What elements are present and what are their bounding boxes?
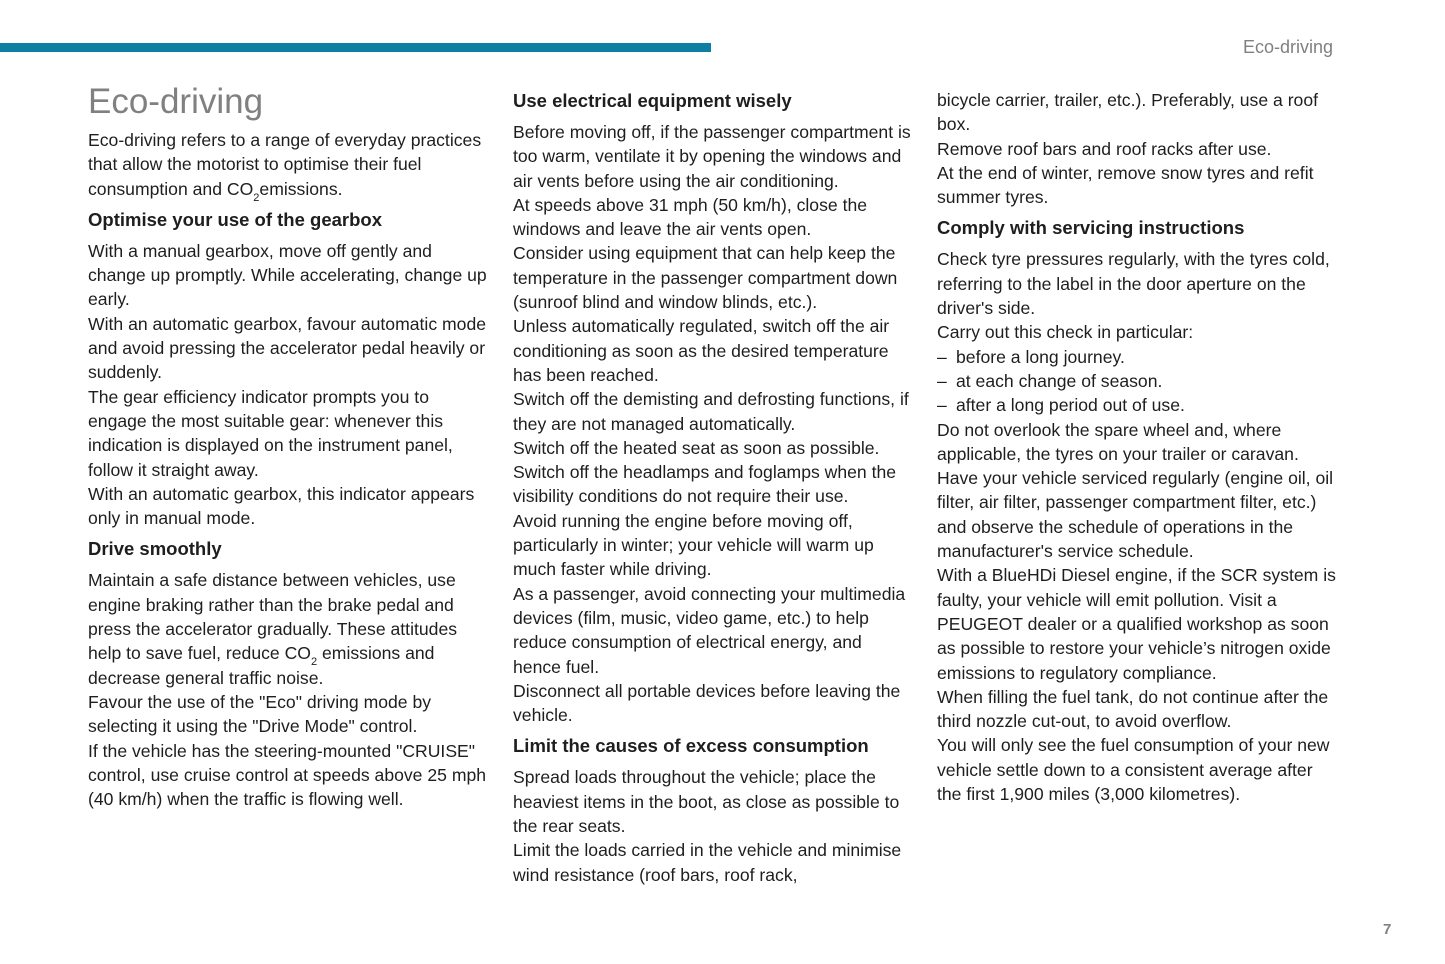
paragraph: Unless automatically regulated, switch off the air conditioning as soon as the desired temperature has been reached.: [513, 316, 890, 385]
paragraph: At speeds above 31 mph (50 km/h), close the windows and leave the air vents open.: [513, 194, 868, 240]
paragraph: With an automatic gearbox, favour automatic mode and avoid pressing the accelerator pedal heavily or suddenly.: [88, 313, 487, 383]
list-item-text: after a long period out of use.: [956, 395, 1185, 416]
paragraph: With an automatic gearbox, this indicator appears only in manual mode.: [88, 483, 475, 529]
paragraph: Before moving off, if the passenger compartment is too warm, ventilate it by opening the windows and air vents before using the air conditioning.: [513, 122, 911, 191]
page-title: Eco-driving: [88, 82, 264, 121]
list-item-text: before a long journey.: [956, 346, 1125, 367]
dash-bullet-icon: –: [937, 395, 947, 416]
paragraph: Check tyre pressures regularly, with the tyres cold, referring to the label in the door aperture on the driver's side.: [937, 249, 1330, 319]
paragraph: With a manual gearbox, move off gently and change up promptly. While accelerating, change up early.: [88, 240, 487, 310]
paragraph: Avoid running the engine before moving off, particularly in winter; your vehicle will warm up much faster while driving.: [513, 510, 874, 580]
paragraph: Do not overlook the spare wheel and, where applicable, the tyres on your trailer or caravan.: [937, 419, 1299, 464]
heading-excess-consumption: Limit the causes of excess consumption: [513, 735, 869, 757]
page-number: 7: [1383, 921, 1392, 938]
text: Maintain a safe distance between vehicles, use engine braking rather than the brake pedal and press the accelerator gradually. These attitudes help to save fuel, reduce CO: [88, 570, 458, 664]
subscript: 2: [253, 191, 260, 204]
paragraph: At the end of winter, remove snow tyres and refit summer tyres.: [937, 162, 1314, 208]
paragraph: Favour the use of the "Eco" driving mode by selecting it using the "Drive Mode" control.: [88, 691, 432, 737]
heading-servicing: Comply with servicing instructions: [937, 217, 1245, 239]
paragraph: Disconnect all portable devices before leaving the vehicle.: [513, 680, 901, 726]
column-3: [937, 88, 1337, 806]
paragraph: The gear efficiency indicator prompts you to engage the most suitable gear: whenever this indication is displayed on the instrument panel, follow it straight away.: [88, 386, 453, 480]
paragraph: Switch off the demisting and defrosting functions, if they are not managed automatically.: [513, 389, 909, 434]
intro-text: Eco-driving refers to a range of everyday practices that allow the motorist to optimise their fuel consumption and CO: [88, 130, 482, 199]
running-head: Eco-driving: [1242, 37, 1333, 57]
paragraph: Spread loads throughout the vehicle; place the heaviest items in the boot, as close as possible to the rear seats.: [513, 767, 900, 837]
column-1: [88, 80, 488, 811]
column-2: [513, 88, 913, 887]
paragraph: Consider using equipment that can help keep the temperature in the passenger compartment down (sunroof blind and window blinds, etc.).: [513, 243, 898, 313]
paragraph: Limit the loads carried in the vehicle and minimise wind resistance (roof bars, roof rack,: [513, 840, 902, 885]
paragraph: When filling the fuel tank, do not continue after the third nozzle cut-out, to avoid overflow.: [937, 686, 1329, 732]
heading-electrical: Use electrical equipment wisely: [513, 90, 792, 111]
intro-paragraph: [88, 128, 488, 204]
paragraph: If the vehicle has the steering-mounted "CRUISE" control, use cruise control at speeds above 25 mph (40 km/h) when the traffic is flowing well.: [88, 740, 487, 810]
heading-gearbox: Optimise your use of the gearbox: [88, 208, 383, 230]
dash-bullet-icon: –: [937, 370, 947, 391]
header-accent-bar: [0, 43, 711, 52]
paragraph: As a passenger, avoid connecting your multimedia devices (film, music, video game, etc.) to help reduce consumption of electrical energy, and hence fuel.: [513, 583, 906, 677]
paragraph: bicycle carrier, trailer, etc.). Preferably, use a roof box.: [937, 90, 1319, 135]
subscript: 2: [310, 656, 318, 669]
paragraph: Carry out this check in particular:: [937, 322, 1194, 343]
list-item-text: at each change of season.: [956, 370, 1163, 391]
text: emissions and decrease general traffic noise.: [88, 643, 435, 688]
paragraph: Switch off the headlamps and foglamps when the visibility conditions do not require their use.: [513, 462, 897, 507]
paragraph: Have your vehicle serviced regularly (engine oil, oil filter, air filter, passenger compartment filter, etc.) and observe the schedule of operations in the manufacturer's service schedule.: [937, 468, 1334, 562]
paragraph: [88, 568, 488, 689]
paragraph: With a BlueHDi Diesel engine, if the SCR system is faulty, your vehicle will emit pollution. Visit a PEUGEOT dealer or a qualified workshop as soon as possible to restore your vehicle’s nitrogen oxide emissions to regulatory compliance.: [937, 565, 1336, 683]
list-item: [937, 393, 1337, 417]
intro-text-end: emissions.: [259, 178, 343, 199]
paragraph: Switch off the heated seat as soon as possible.: [513, 437, 880, 458]
dash-bullet-icon: –: [937, 346, 947, 367]
paragraph: You will only see the fuel consumption of your new vehicle settle down to a consistent average after the first 1,900 miles (3,000 kilometres).: [937, 735, 1330, 805]
list-item: [937, 369, 1337, 393]
list-item: [937, 345, 1337, 369]
heading-drive-smoothly: Drive smoothly: [88, 538, 222, 560]
paragraph: Remove roof bars and roof racks after use.: [937, 138, 1272, 159]
